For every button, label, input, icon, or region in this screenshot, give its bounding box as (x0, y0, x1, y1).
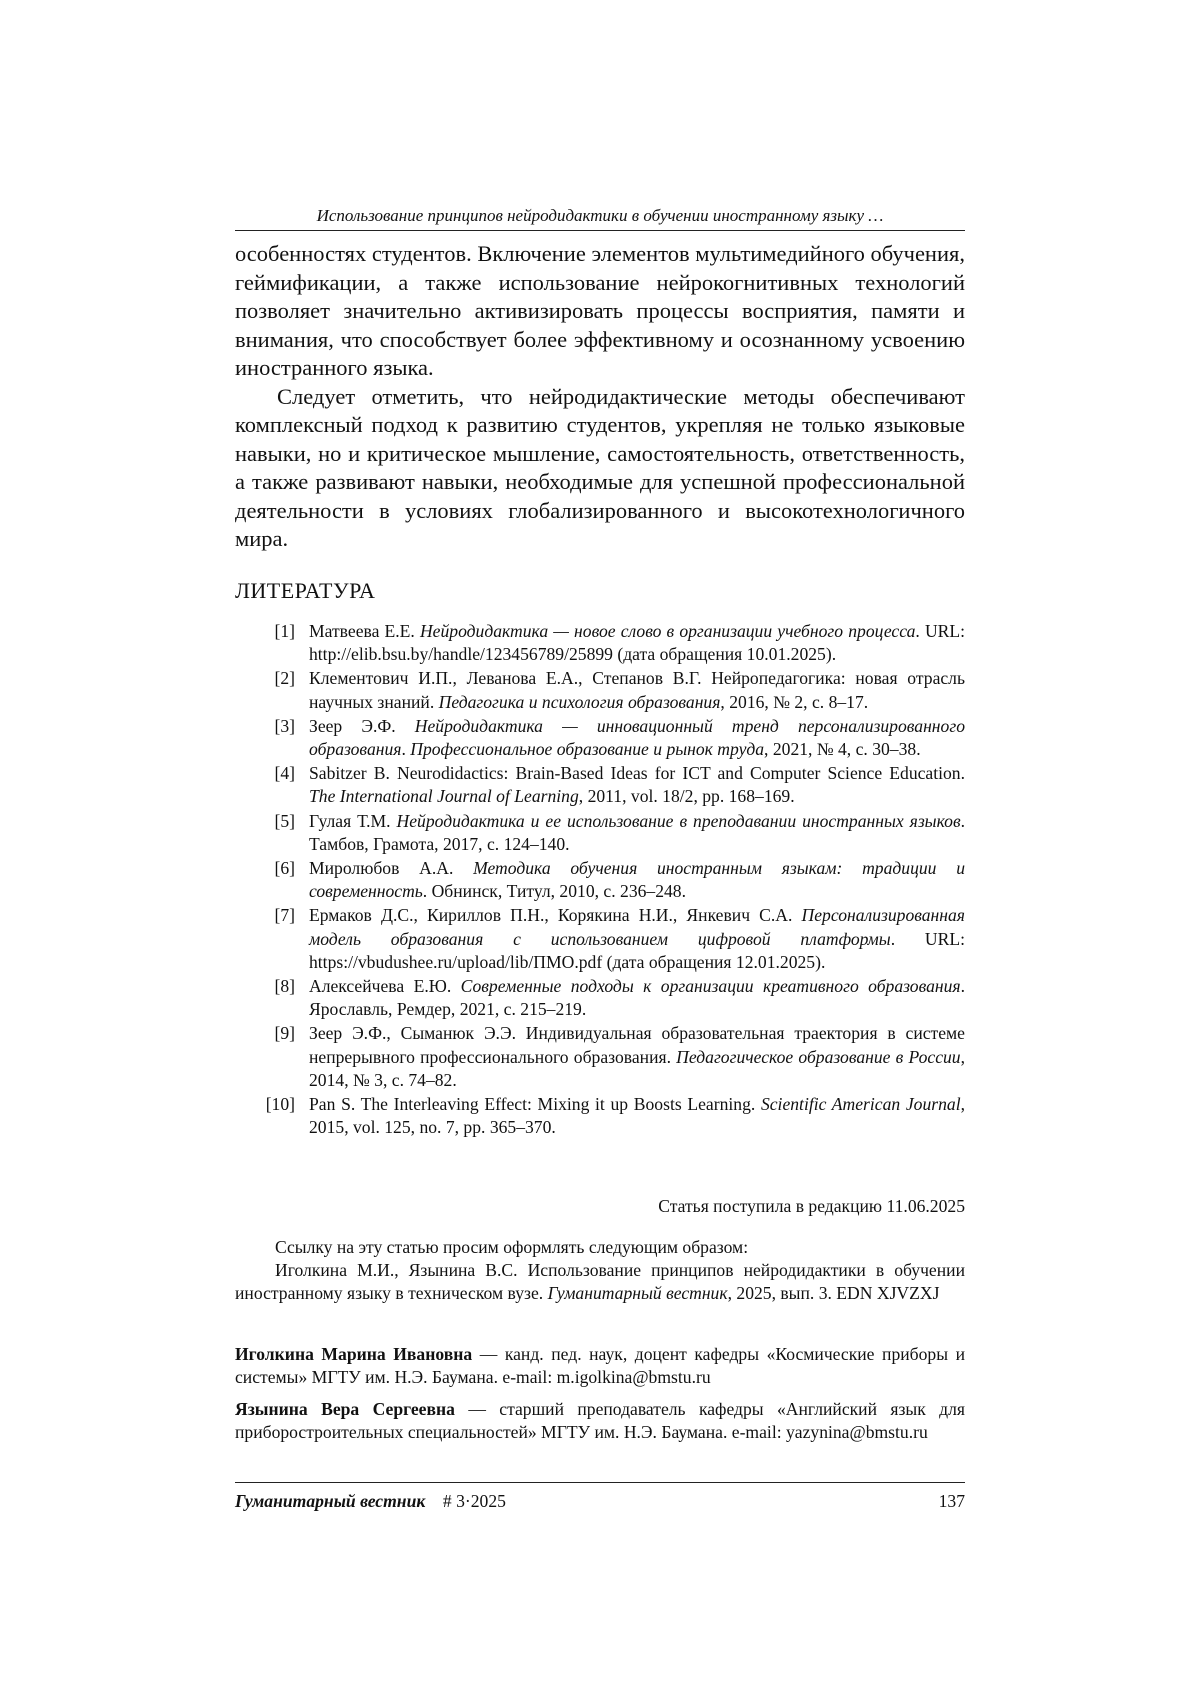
reference-title: Нейродидактика — новое слово в организации учебного процесса (419, 621, 916, 641)
reference-item (235, 904, 965, 974)
reference-text: Клементович И.П., Леванова Е.А., Степанов В.Г. Нейропедагогика: новая отрасль научных знаний. (309, 668, 965, 712)
reference-item (235, 715, 965, 761)
page-footer (235, 1482, 965, 1512)
received-date: Статья поступила в редакцию 11.06.2025 (658, 1196, 965, 1216)
author-details: — канд. пед. наук, доцент кафедры «Космические приборы и системы» МГТУ им. Н.Э. Баумана. e-mail: m.igolkina@bmstu.ru (235, 1344, 965, 1387)
reference-title: Современные подходы к организации креативного образования (460, 976, 961, 997)
reference-item (235, 667, 965, 713)
reference-item (235, 1022, 965, 1092)
reference-title: The International Journal of Learning (309, 786, 579, 807)
citation-journal: Гуманитарный вестник (547, 1283, 728, 1303)
reference-text: Матвеева Е.Е. (309, 621, 420, 641)
reference-text: , 2014, № 3, с. 74–82. (309, 1046, 966, 1090)
reference-number: [10] (265, 1094, 295, 1115)
footer-issue: # 3·2025 (442, 1491, 506, 1511)
running-header: Использование принципов нейродидактики в обучении иностранному языку … (235, 206, 965, 231)
reference-item (235, 620, 965, 666)
reference-item (235, 810, 965, 856)
literature-heading: ЛИТЕРАТУРА (235, 578, 376, 603)
reference-title: Педагогика и психология образования (438, 691, 721, 712)
reference-text: Гулая Т.М. (309, 810, 397, 831)
reference-text: . (401, 739, 411, 760)
reference-text: Pan S. The Interleaving Effect: Mixing it up Boosts Learning. (309, 1094, 761, 1115)
citation-block (235, 1236, 965, 1305)
author-details: — старший преподаватель кафедры «Английский язык для приборостроительных специальностей» МГТУ им. Н.Э. Баумана. e-mail: yazynina@bmstu.ru (235, 1399, 965, 1442)
reference-title: Педагогическое образование в России (676, 1046, 961, 1067)
reference-text: Ермаков Д.С., Кириллов П.Н., Корякина Н.И., Янкевич С.А. (309, 905, 802, 926)
reference-text: , 2021, № 4, с. 30–38. (764, 739, 921, 760)
reference-text: . Тамбов, Грамота, 2017, с. 124–140. (309, 810, 966, 854)
reference-journal: Профессиональное образование и рынок труда (410, 739, 765, 760)
reference-title: Scientific American Journal (760, 1094, 961, 1115)
reference-text: Зеер Э.Ф., Сыманюк Э.Э. Индивидуальная образовательная траектория в системе непрерывного профессионального образования. (309, 1023, 965, 1067)
reference-text: , 2011, vol. 18/2, pp. 168–169. (578, 786, 795, 807)
reference-number: [3] (274, 715, 295, 736)
author-name: Язынина Вера Сергеевна (235, 1399, 455, 1419)
reference-list (235, 620, 965, 1140)
reference-title: Нейродидактика и ее использование в преподавании иностранных языков (396, 810, 961, 831)
reference-item (235, 762, 965, 808)
reference-number: [9] (274, 1023, 295, 1044)
author-info (235, 1398, 965, 1444)
citation-intro: Ссылку на эту статью просим оформлять следующим образом: (275, 1237, 749, 1257)
reference-text: Алексейчева Е.Ю. (309, 976, 461, 997)
footer-journal: Гуманитарный вестник (235, 1491, 426, 1511)
reference-number: [4] (274, 763, 295, 784)
reference-item (235, 975, 965, 1021)
citation-text-part: , 2025, вып. 3. EDN XJVZXJ (727, 1283, 940, 1303)
body-paragraph: Следует отметить, что нейродидактические методы обеспечивают комплексный подход к развитию студентов, укрепляя не только языковые навыки, но и критическое мышление, самостоятельность, ответственность, а также развивают навыки, необходимые для успешной профессиональной деятельности в условиях глобализированного и высокотехнологичного мира. (235, 383, 965, 551)
citation-text-part: Иголкина М.И., Язынина В.С. Использование принципов нейродидактики в обучении иностранному языку в техническом вузе. (235, 1260, 965, 1303)
author-name: Иголкина Марина Ивановна (235, 1344, 473, 1364)
reference-text: . URL: https://vbudushee.ru/upload/lib/ПМО.pdf (дата обращения 12.01.2025). (309, 928, 965, 972)
page-number: 137 (938, 1491, 965, 1511)
author-info (235, 1343, 965, 1389)
citation-text (235, 1259, 965, 1305)
reference-number: [1] (274, 621, 295, 641)
reference-text: . Ярославль, Ремдер, 2021, с. 215–219. (309, 976, 965, 1020)
reference-text: Sabitzer B. Neurodidactics: Brain-Based Ideas for ICT and Computer Science Education. (309, 763, 965, 784)
reference-title: Методика обучения иностранным языкам: традиции и современность (309, 858, 966, 902)
reference-number: [8] (274, 976, 295, 997)
reference-text: , 2015, vol. 125, no. 7, pp. 365–370. (309, 1094, 965, 1138)
reference-number: [7] (274, 905, 295, 926)
reference-text: . Обнинск, Титул, 2010, с. 236–248. (422, 881, 686, 902)
reference-text: . URL: http://elib.bsu.by/handle/123456789/25899 (дата обращения 10.01.2025). (309, 621, 966, 665)
reference-number: [5] (274, 810, 295, 831)
reference-title: Нейродидактика — инновационный тренд персонализированного образования (309, 715, 965, 760)
reference-item (235, 857, 965, 903)
reference-item (235, 1093, 965, 1139)
body-paragraph: особенностях студентов. Включение элементов мультимедийного обучения, геймификации, а также использование нейрокогнитивных технологий позволяет значительно активизировать процессы восприятия, памяти и внимания, что способствует более эффективному и осознанному усвоению иностранного языка. (235, 241, 965, 380)
reference-text: Зеер Э.Ф. (309, 715, 415, 736)
reference-text: Миролюбов А.А. (309, 858, 474, 879)
reference-number: [2] (274, 668, 295, 689)
body-text (235, 240, 965, 554)
reference-title: Персонализированная модель образования с использованием цифровой платформы (309, 905, 965, 949)
reference-number: [6] (274, 858, 295, 879)
reference-text: , 2016, № 2, с. 8–17. (720, 691, 869, 712)
